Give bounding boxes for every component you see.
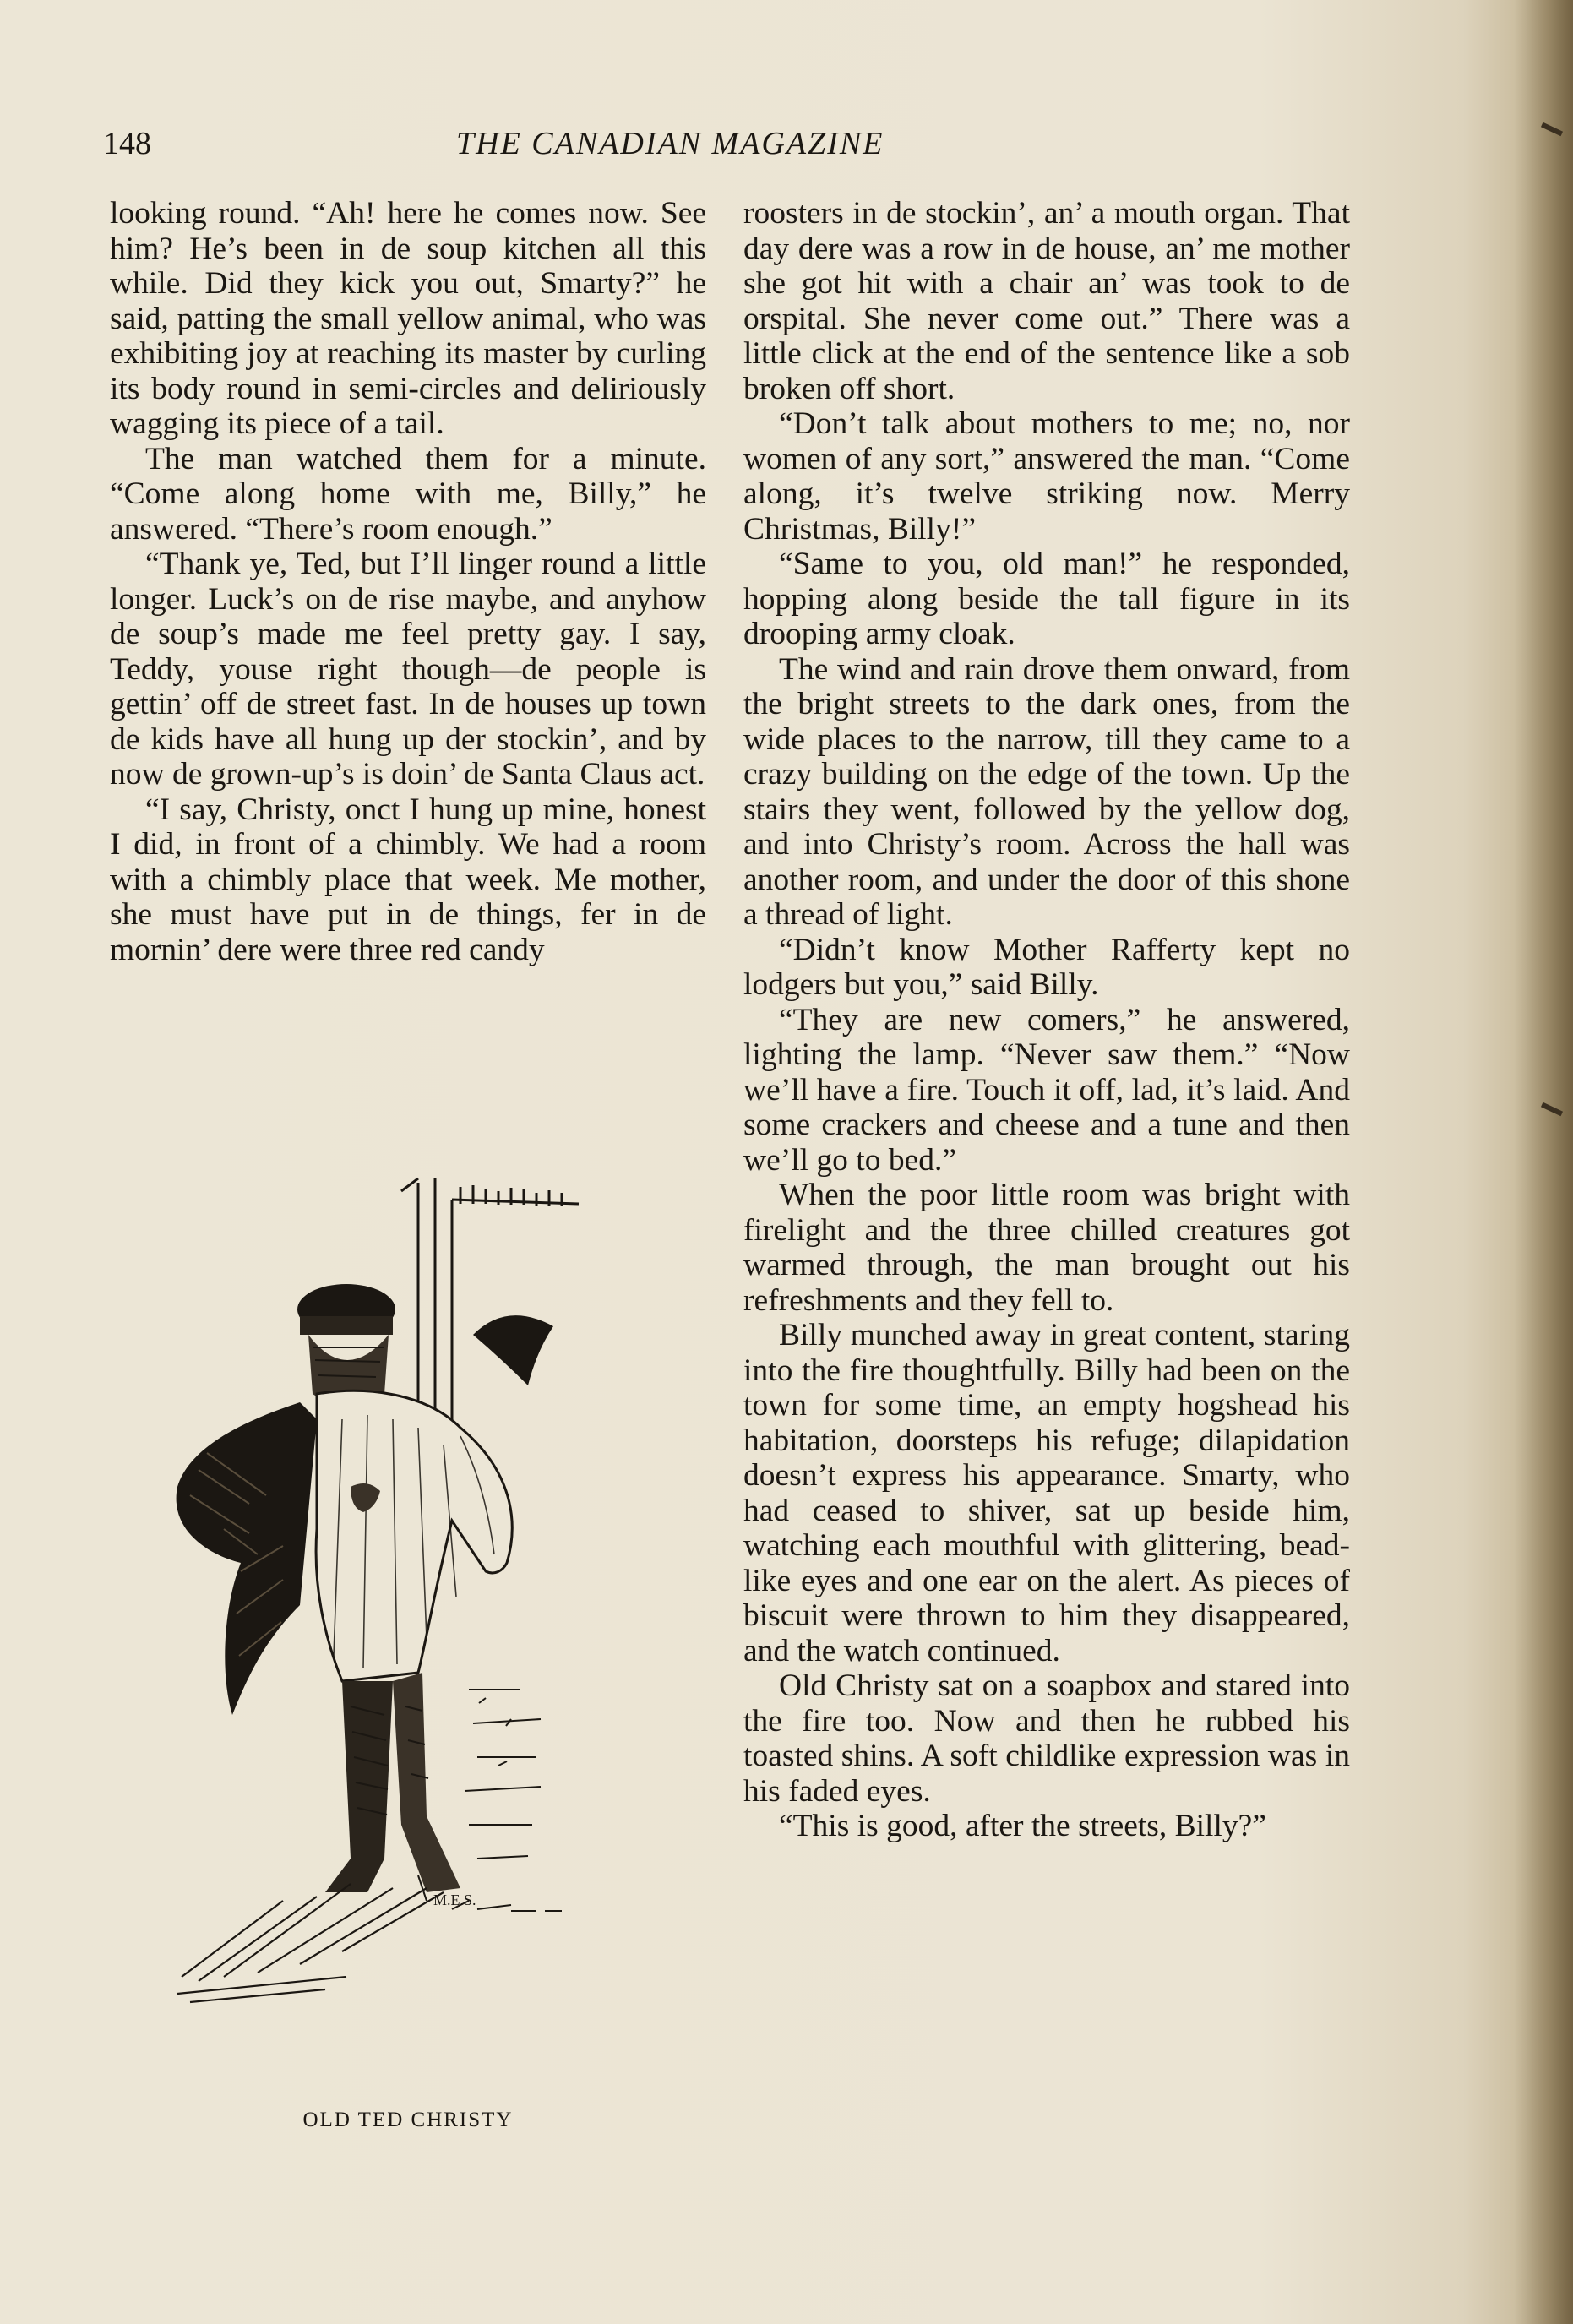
paragraph: Billy munched away in great content, staring into the fire thoughtfully. Billy had been on the town for some time, an empty hogshead his habitation, doorsteps his refuge; dilapidation doesn’t express his appearance. Smarty, who had ceased to shiver, sat up beside him, watching each mouthful with glittering, bead-like eyes and one ear on the alert. As pieces of biscuit were thrown to him they disappeared, and the watch continued.: [743, 1318, 1350, 1668]
paragraph: “Didn’t know Mother Rafferty kept no lodgers but you,” said Billy.: [743, 932, 1350, 1002]
paragraph: “Don’t talk about mothers to me; no, nor women of any sort,” answered the man. “Come along, it’s twelve striking now. Merry Christmas, Billy!”: [743, 406, 1350, 547]
paragraph: When the poor little room was bright with firelight and the three chilled creatures got warmed through, the man brought out his refreshments and they fell to.: [743, 1178, 1350, 1318]
illustration-caption: OLD TED CHRISTY: [302, 2109, 514, 2131]
paragraph: “They are new comers,” he answered, lighting the lamp. “Never saw them.” “Now we’ll have a fire. Touch it off, lad, it’s laid. And some crackers and cheese and a tune and then we’ll go to bed.”: [743, 1002, 1350, 1178]
binding-mark: [1541, 122, 1563, 136]
paragraph: looking round. “Ah! here he comes now. See him? He’s been in de soup kitchen all this while. Did they kick you out, Smarty?” he said, patting the small yellow animal, who was exhibiting joy at reaching its master by curling its body round in semi-circles and deliriously wagging its piece of a tail.: [110, 196, 706, 441]
paragraph: The wind and rain drove them onward, from the bright streets to the dark ones, from the wide places to the narrow, till they came to a crazy building on the edge of the town. Up the stairs they went, followed by the yellow dog, and into Christy’s room. Across the hall was another room, and under the door of this shone a thread of light.: [743, 651, 1350, 932]
paragraph: Old Christy sat on a soapbox and stared into the fire too. Now and then he rubbed his toasted shins. A soft childlike expression was in his faded eyes.: [743, 1668, 1350, 1809]
paragraph: “Thank ye, Ted, but I’ll linger round a little longer. Luck’s on de rise maybe, and anyhow de soup’s made me feel pretty gay. I say, Teddy, youse right though—de people is gettin’ off de street fast. In de houses up town de kids have all hung up der stockin’, and by now de grown-up’s is doin’ de Santa Claus act.: [110, 547, 706, 792]
artist-signature: M.E.S.: [433, 1891, 476, 1908]
right-column: [743, 196, 1350, 1844]
paragraph: The man watched them for a minute. “Come along home with me, Billy,” he answered. “There’s room enough.”: [110, 441, 706, 547]
running-title: THE CANADIAN MAGAZINE: [456, 126, 884, 161]
paragraph: “I say, Christy, onct I hung up mine, honest I did, in front of a chimbly. We had a room with a chimbly place that week. Me mother, she must have put in de things, fer in de mornin’ dere were three red candy: [110, 792, 706, 967]
page-binding-edge: [1514, 0, 1573, 2324]
binding-mark: [1541, 1102, 1563, 1116]
left-column: [110, 196, 706, 967]
page-header: [0, 125, 1573, 176]
illustration-old-ted-christy: [173, 1166, 646, 2095]
paragraph: “This is good, after the streets, Billy?”: [779, 1809, 1266, 1843]
paragraph: “Same to you, old man!” he responded, hopping along beside the tall figure in its drooping army cloak.: [743, 547, 1350, 651]
paragraph: roosters in de stockin’, an’ a mouth organ. That day dere was a row in de house, an’ me mother she got hit with a chair an’ was took to de orspital. She never come out.” There was a little click at the end of the sentence like a sob broken off short.: [743, 196, 1350, 406]
page-number: 148: [103, 126, 151, 161]
